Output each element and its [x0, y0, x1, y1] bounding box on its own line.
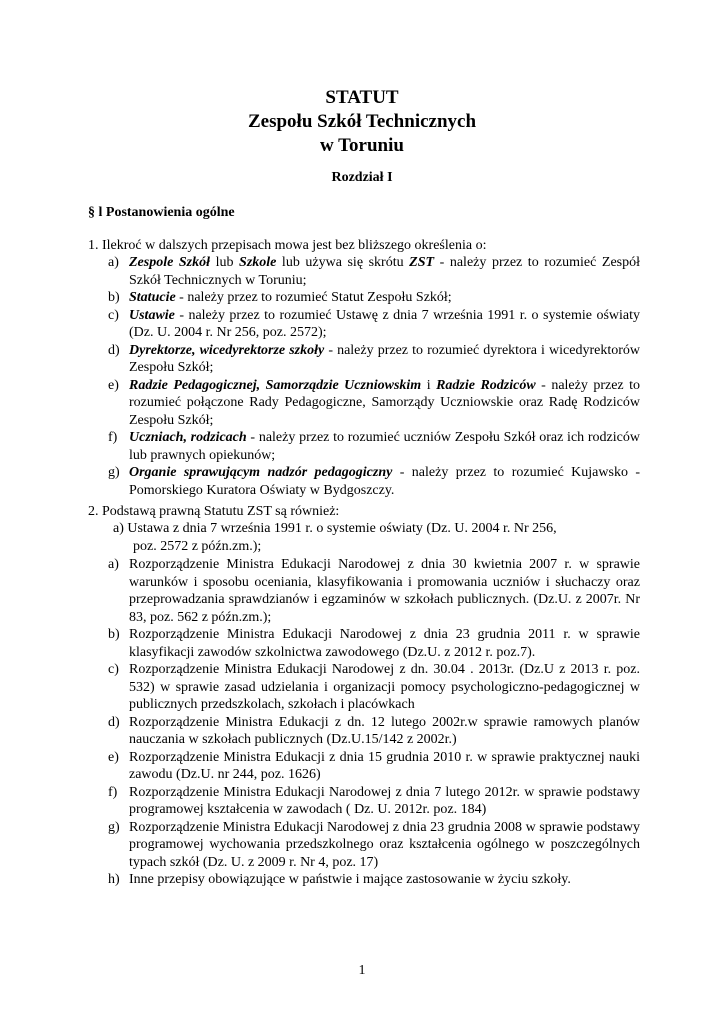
list-item — [88, 749, 640, 784]
list-marker: d) — [108, 714, 120, 730]
list-marker: e) — [108, 377, 119, 393]
document-location: w Toruniu — [320, 135, 404, 156]
title-block — [0, 86, 724, 158]
term: Szkole — [239, 255, 277, 270]
list-item — [88, 429, 640, 464]
regulation-text: Rozporządzenie Ministra Edukacji z dn. 12 lutego 2002r.w sprawie ramowych planów nauczania w szkołach publicznych (Dz.U.15/142 z 2002r.) — [129, 714, 640, 747]
list-marker: f) — [108, 430, 118, 445]
definition: - należy przez to rozumieć uczniów Zespołu Szkół oraz ich rodziców lub prawnych opiekunów; — [129, 430, 640, 463]
list-item — [88, 377, 640, 430]
act-line-continued: poz. 2572 z późn.zm.); — [133, 538, 262, 554]
part1-list — [88, 254, 640, 499]
list-item — [88, 819, 640, 872]
part2-list — [88, 556, 640, 889]
list-item — [88, 661, 640, 714]
definition: - należy przez to rozumieć Ustawę z dnia 7 września 1991 r. o systemie oświaty (Dz. U. 2004 r. Nr 256, poz. 2572); — [129, 307, 640, 340]
term: Statucie — [129, 290, 176, 305]
list-item — [88, 464, 640, 499]
term: Radzie Rodziców — [436, 377, 536, 393]
regulation-text: Rozporządzenie Ministra Edukacji Narodowej z dnia 7 lutego 2012r. w sprawie podstawy programowej kształcenia w zawodach ( Dz. U. 2012r. poz. 184) — [129, 784, 640, 817]
document-subtitle: Zespołu Szkół Technicznych — [247, 111, 477, 132]
term: Zespole Szkół — [129, 255, 211, 270]
chapter-heading: Rozdział I — [331, 170, 393, 185]
list-marker: e) — [108, 749, 119, 765]
definition: - należy przez to rozumieć Zespół Szkół Technicznych w Toruniu; — [129, 255, 641, 288]
section-heading: § l Postanowienia ogólne — [88, 205, 235, 220]
definition: - należy przez to rozumieć połączone Rady Pedagogiczne, Samorządy Uczniowskie oraz Radę Rodziców Zespołu Szkół; — [129, 377, 641, 428]
term: Dyrektorze, wicedyrektorze szkoły — [129, 342, 325, 358]
document-title: STATUT — [325, 87, 399, 108]
joiner: lub używa się skrótu — [276, 255, 410, 270]
regulation-text: Inne przepisy obowiązujące w państwie i mające zastosowanie w życiu szkoły. — [129, 872, 571, 887]
act-line: a) Ustawa z dnia 7 września 1991 r. o systemie oświaty (Dz. U. 2004 r. Nr 256, — [113, 521, 557, 536]
list-marker: f) — [108, 784, 118, 800]
list-marker: b) — [108, 290, 120, 305]
regulation-text: Rozporządzenie Ministra Edukacji Narodowej z dnia 30 kwietnia 2007 r. w sprawie warunków i sposobu oceniania, klasyfikowania i promowania uczniów i słuchaczy oraz przeprowadzania sprawdzianów i egzaminów w szkołach publicznych. (Dz.U. z 2007r. Nr 83, poz. 562 z późn.zm.); — [129, 557, 640, 625]
list-item — [88, 871, 640, 889]
legal-basis-act — [113, 520, 613, 555]
list-item — [88, 784, 640, 819]
list-item — [88, 714, 640, 749]
term: Organie sprawującym nadzór pedagogiczny — [129, 465, 393, 480]
list-marker: h) — [108, 872, 120, 887]
definition: - należy przez to rozumieć dyrektora i wicedyrektorów Zespołu Szkół; — [129, 342, 640, 375]
list-item — [88, 342, 640, 377]
definition: - należy przez to rozumieć Kujawsko - Pomorskiego Kuratora Oświaty w Bydgoszczy. — [129, 465, 641, 498]
part1-intro: 1. Ilekroć w dalszych przepisach mowa jest bez bliższego określenia o: — [88, 238, 487, 253]
list-marker: g) — [108, 465, 120, 480]
list-marker: c) — [108, 307, 119, 323]
list-marker: a) — [108, 557, 119, 572]
list-marker: d) — [108, 342, 120, 358]
list-marker: c) — [108, 662, 119, 677]
list-item — [88, 289, 640, 307]
regulation-text: Rozporządzenie Ministra Edukacji Narodowej z dnia 23 grudnia 2011 r. w sprawie klasyfikacji zawodów szkolnictwa zawodowego (Dz.U. z 2012 r. poz.7). — [129, 627, 640, 660]
definition: - należy przez to rozumieć Statut Zespołu Szkół; — [175, 290, 452, 305]
term: Uczniach, rodzicach — [129, 430, 247, 445]
list-marker: b) — [108, 627, 120, 642]
regulation-text: Rozporządzenie Ministra Edukacji Narodowej z dn. 30.04 . 2013r. (Dz.U z 2013 r. poz. 532) w sprawie zasad udzielania i organizacji pomocy psychologiczno-pedagogicznej w publicznych przedszkolach, szkołach i placówkach — [129, 662, 640, 712]
list-item — [88, 626, 640, 661]
page-number: 1 — [358, 963, 366, 978]
regulation-text: Rozporządzenie Ministra Edukacji z dnia 15 grudnia 2010 r. w sprawie praktycznej nauki zawodu (Dz.U. nr 244, poz. 1626) — [129, 749, 640, 782]
part2-intro: 2. Podstawą prawną Statutu ZST są również: — [88, 504, 340, 519]
joiner: lub — [210, 255, 240, 270]
joiner: i — [421, 377, 437, 393]
list-item — [88, 307, 640, 342]
list-marker: g) — [108, 819, 120, 835]
term: ZST — [409, 255, 435, 270]
list-item — [88, 556, 640, 626]
term: Radzie Pedagogicznej, Samorządzie Uczniowskim — [129, 377, 422, 393]
list-marker: a) — [108, 255, 119, 270]
regulation-text: Rozporządzenie Ministra Edukacji Narodowej z dnia 23 grudnia 2008 w sprawie podstawy programowej wychowania przedszkolnego oraz kształcenia ogólnego w poszczególnych typach szkół (Dz. U. z 2009 r. Nr 4, poz. 17) — [129, 819, 640, 870]
term: Ustawie — [129, 307, 175, 323]
list-item — [88, 254, 640, 289]
